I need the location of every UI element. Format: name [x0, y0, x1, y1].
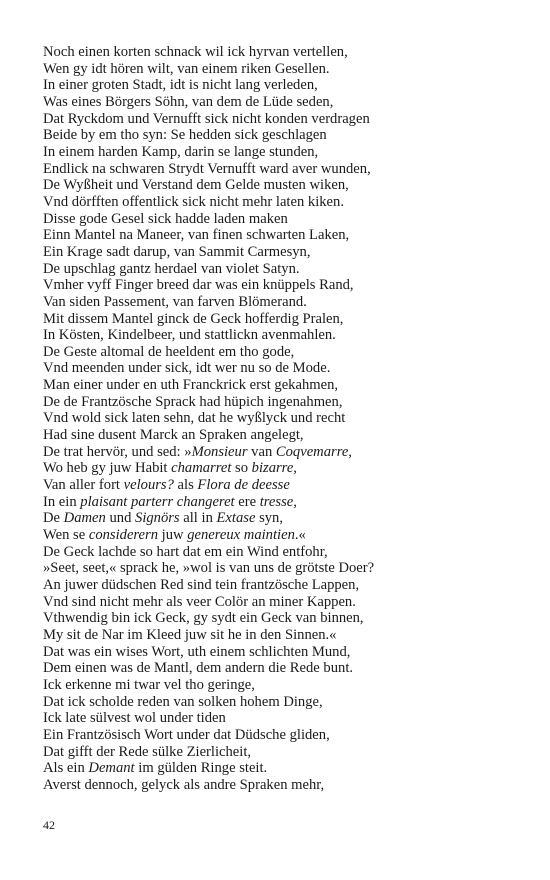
- poem-line: [43, 127, 513, 144]
- text-run: Ick erkenne mi twar vel tho geringe,: [43, 676, 255, 693]
- text-run: Vnd wold sick laten sehn, dat he wyßlyck und recht: [43, 410, 346, 427]
- text-run: Ein Krage sadt darup, van Sammit Carmesyn,: [43, 243, 311, 260]
- poem-line: [43, 294, 513, 311]
- poem-line: [43, 410, 513, 427]
- text-run: In einer groten Stadt, idt is nicht lang verleden,: [43, 77, 318, 94]
- italic-phrase: Coqvemarre,: [275, 443, 352, 460]
- poem-line: [43, 177, 513, 194]
- poem-line: [43, 227, 513, 244]
- poem-line: [43, 544, 513, 561]
- poem-line: [43, 594, 513, 611]
- poem-line: [43, 777, 513, 794]
- text-run: Vmher vyff Finger breed dar was ein knüppels Rand,: [43, 277, 354, 294]
- text-run: De: [43, 510, 64, 527]
- text-run: Van siden Passement, van farven Blömerand.: [43, 293, 307, 310]
- italic-phrase: considerern: [88, 527, 159, 544]
- text-run: Dat ick scholde reden van solken hohem Dinge,: [43, 693, 323, 710]
- text-run: Mit dissem Mantel ginck de Geck hofferdig Pralen,: [43, 310, 344, 327]
- text-run: De Geck lachde so hart dat em ein Wind entfohr,: [43, 543, 328, 560]
- italic-phrase: Extase: [216, 510, 256, 527]
- poem-line: [43, 377, 513, 394]
- poem-line: [43, 277, 513, 294]
- poem-line: [43, 394, 513, 411]
- text-run: Was eines Börgers Söhn, van dem de Lüde seden,: [43, 93, 334, 110]
- poem-line: [43, 477, 513, 494]
- poem-line: [43, 560, 513, 577]
- poem-line: [43, 694, 513, 711]
- text-run: Had sine dusent Marck an Spraken angelegt,: [43, 427, 304, 444]
- text-run: Dat was ein wises Wort, uth einem schlichten Mund,: [43, 643, 351, 660]
- italic-phrase: Flora de deesse: [197, 477, 290, 494]
- italic-phrase: Signörs: [135, 510, 180, 527]
- text-run: Man einer under en uth Franckrick erst gekahmen,: [43, 377, 339, 394]
- text-run: Einn Mantel na Maneer, van finen schwarten Laken,: [43, 227, 350, 244]
- text-run: De Geste altomal de heeldent em tho gode,: [43, 343, 295, 360]
- text-run: Vnd dörfften offentlick sick nicht mehr laten kiken.: [43, 193, 344, 210]
- text-run: Wen gy idt hören wilt, van einem riken Gesellen.: [43, 60, 330, 77]
- text-run: Ein Frantzösisch Wort under dat Düdsche gliden,: [43, 726, 330, 743]
- poem-line: [43, 627, 513, 644]
- italic-phrase: velours?: [123, 477, 174, 494]
- text-run: Vnd meenden under sick, idt wer nu so de Mode.: [43, 360, 331, 377]
- poem-line: [43, 360, 513, 377]
- text-run: im gülden Ringe steit.: [134, 760, 268, 777]
- text-run: In ein: [43, 493, 81, 510]
- text-run: syn,: [255, 510, 283, 527]
- text-run: Als ein: [43, 760, 89, 777]
- text-run: Vthwendig bin ick Geck, gy sydt ein Geck van binnen,: [43, 610, 364, 627]
- text-run: Dat Ryckdom und Vernufft sick nicht konden verdragen: [43, 110, 370, 127]
- text-run: Beide by em tho syn: Se hedden sick geschlagen: [43, 127, 327, 144]
- text-run: so: [231, 460, 252, 477]
- poem-line: [43, 261, 513, 278]
- text-run: .«: [294, 527, 306, 544]
- text-run: Vnd sind nicht mehr als veer Colör an miner Kappen.: [43, 593, 356, 610]
- text-run: »Seet, seet,« sprack he, »wol is van uns de grötste Doer?: [43, 560, 375, 577]
- poem-line: [43, 510, 513, 527]
- text-run: ere: [234, 493, 260, 510]
- text-run: Dat gifft der Rede sülke Zierlicheit,: [43, 743, 252, 760]
- italic-phrase: plaisant parterr changeret: [80, 493, 235, 510]
- text-run: De trat hervör, und sed: »: [43, 443, 192, 460]
- text-run: De upschlag gantz herdael van violet Satyn.: [43, 260, 300, 277]
- poem-line: [43, 610, 513, 627]
- poem-line: [43, 161, 513, 178]
- poem-line: [43, 327, 513, 344]
- poem-line: [43, 427, 513, 444]
- italic-phrase: chamarret: [171, 460, 232, 477]
- text-run: van: [247, 443, 276, 460]
- text-run: Disse gode Gesel sick hadde laden maken: [43, 210, 288, 227]
- text-run: Noch einen korten schnack wil ick hyrvan vertellen,: [43, 44, 348, 60]
- poem-line: [43, 311, 513, 328]
- poem-line: [43, 211, 513, 228]
- italic-phrase: bizarre,: [251, 460, 297, 477]
- poem-line: [43, 644, 513, 661]
- poem-line: [43, 44, 513, 61]
- text-run: Ick late sülvest wol under tiden: [43, 710, 226, 727]
- poem-line: [43, 144, 513, 161]
- poem-line: [43, 77, 513, 94]
- poem-line: [43, 111, 513, 128]
- poem-line: [43, 244, 513, 261]
- text-run: Wen se: [43, 527, 89, 544]
- poem-line: [43, 494, 513, 511]
- text-run: all in: [179, 510, 217, 527]
- text-run: Dem einen was de Mantl, dem andern die Rede bunt.: [43, 660, 354, 677]
- text-run: und: [105, 510, 136, 527]
- italic-phrase: genereux maintien: [187, 527, 295, 544]
- italic-phrase: tresse,: [259, 493, 297, 510]
- text-run: An juwer düdschen Red sind tein frantzösche Lappen,: [43, 577, 360, 593]
- text-run: My sit de Nar im Kleed juw sit he in den Sinnen.«: [43, 626, 337, 643]
- text-run: Averst dennoch, gelyck als andre Spraken mehr,: [43, 776, 325, 793]
- poem-text: [43, 44, 513, 794]
- text-run: als: [173, 477, 198, 494]
- text-run: Endlick na schwaren Strydt Vernufft ward aver wunden,: [43, 160, 371, 177]
- italic-phrase: Damen: [63, 510, 106, 527]
- italic-phrase: Monsieur: [191, 443, 248, 460]
- poem-line: [43, 744, 513, 761]
- poem-line: [43, 61, 513, 78]
- poem-line: [43, 444, 513, 461]
- poem-line: [43, 760, 513, 777]
- poem-line: [43, 677, 513, 694]
- poem-line: [43, 577, 513, 594]
- poem-line: [43, 527, 513, 544]
- poem-line: [43, 94, 513, 111]
- text-run: Wo heb gy juw Habit: [43, 460, 172, 477]
- text-run: De Wyßheit und Verstand dem Gelde musten wiken,: [43, 177, 349, 194]
- text-run: De de Frantzösche Sprack had hüpich ingenahmen,: [43, 393, 343, 410]
- page-number: 42: [43, 818, 55, 832]
- text-run: In einem harden Kamp, darin se lange stunden,: [43, 143, 319, 160]
- text-run: Van aller fort: [43, 477, 124, 494]
- poem-line: [43, 460, 513, 477]
- italic-phrase: Demant: [88, 760, 135, 777]
- text-run: juw: [158, 527, 188, 544]
- poem-line: [43, 344, 513, 361]
- text-run: In Kösten, Kindelbeer, und stattlickn avenmahlen.: [43, 327, 336, 344]
- poem-line: [43, 660, 513, 677]
- poem-line: [43, 727, 513, 744]
- poem-line: [43, 194, 513, 211]
- poem-line: [43, 710, 513, 727]
